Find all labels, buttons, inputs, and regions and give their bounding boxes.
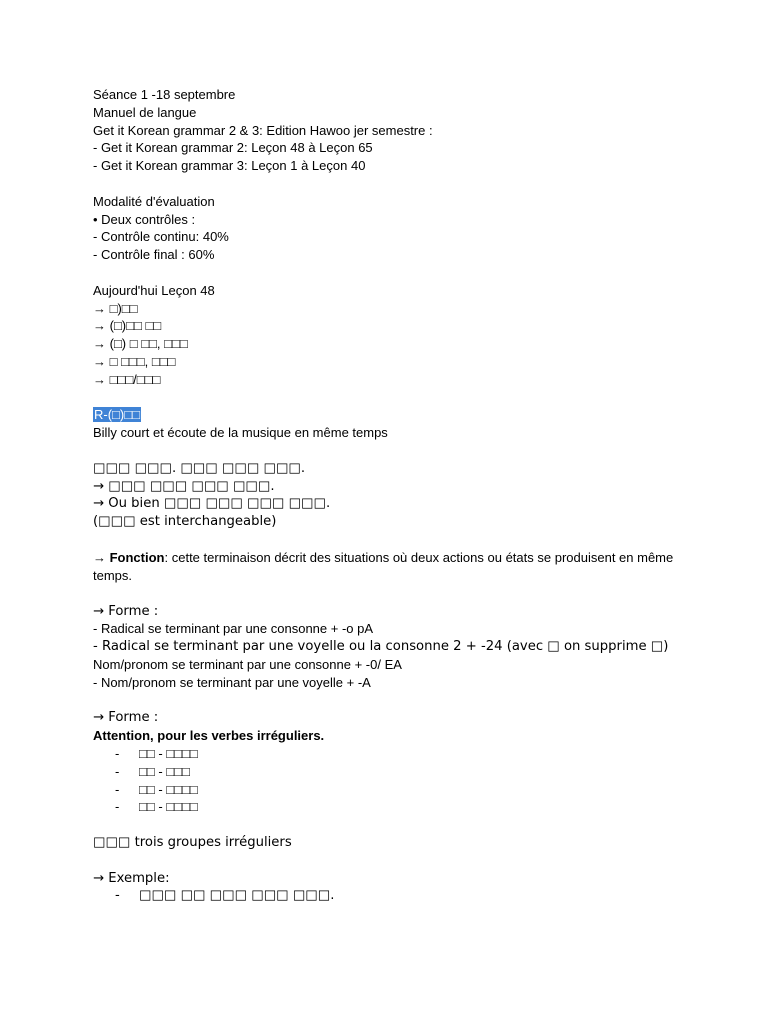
spacer <box>93 389 693 407</box>
spacer <box>93 264 693 282</box>
today-arrow-item: → □)□□ <box>93 300 138 316</box>
example-item <box>93 887 693 905</box>
function-text: : cette terminaison décrit des situations où deux actions ou états se produisent en même temps. <box>93 549 674 583</box>
today-arrow-item: → (□)□□ □□ <box>93 318 162 334</box>
evaluation-item: - Contrôle final : 60% <box>93 247 215 263</box>
irregular-item <box>93 745 693 763</box>
irregular-item-text: □□ - □□□ <box>139 763 190 779</box>
irregular-item-text: □□ - □□□□ <box>139 781 198 797</box>
irregular-item <box>93 798 693 816</box>
example-item-text: □□□ □□ □□□ □□□ □□□. <box>139 888 335 904</box>
form-rule: - Radical se terminant par une voyelle ou la consonne 2 + -24 (avec □ on supprime □) <box>93 639 669 655</box>
irregular-item-text: □□ - □□□□ <box>139 799 198 815</box>
lesson-title-row <box>93 406 693 424</box>
example-line: → Ou bien □□□ □□□ □□□ □□□. <box>93 496 331 512</box>
form-rule: - Nom/pronom se terminant par une voyelle + -A <box>93 674 371 690</box>
form-rule: - Radical se terminant par une consonne + -o pA <box>93 621 374 637</box>
example-line: (□□□ est interchangeable) <box>93 514 277 530</box>
example-heading: → Exemple: <box>93 870 170 886</box>
today-arrow-item: → □□□/□□□ <box>93 371 161 387</box>
book-line: Get it Korean grammar 2 & 3: Edition Hawoo jer semestre : <box>93 122 433 138</box>
irregular-groups-line: □□□ trois groupes irréguliers <box>93 834 292 850</box>
irregular-warning: Attention, pour les verbes irréguliers. <box>93 728 325 744</box>
evaluation-bullet: • Deux contrôles : <box>93 211 196 227</box>
today-arrow-item: → (□) □ □□, □□□ <box>93 336 188 352</box>
example-line: □□□ □□□. □□□ □□□ □□□. <box>93 460 306 476</box>
spacer <box>93 692 693 710</box>
function-paragraph <box>93 549 693 585</box>
evaluation-item: - Contrôle continu: 40% <box>93 229 229 245</box>
irregular-item <box>93 781 693 799</box>
dash-bullet: - <box>115 745 120 761</box>
irregular-item <box>93 763 693 781</box>
form-heading: → Forme : <box>93 710 159 726</box>
today-arrow-item: → □ □□□, □□□ <box>93 353 176 369</box>
spacer <box>93 816 693 834</box>
form-rule: Nom/pronom se terminant par une consonne + -0/ EA <box>93 657 402 672</box>
function-label: → Fonction <box>93 549 165 565</box>
book-item: - Get it Korean grammar 2: Leçon 48 à Leçon 65 <box>93 140 373 156</box>
dash-bullet: - <box>115 763 120 779</box>
spacer <box>93 442 693 460</box>
spacer <box>93 175 693 193</box>
dash-bullet: - <box>115 799 120 815</box>
irregular-item-text: □□ - □□□□ <box>139 745 198 761</box>
dash-bullet: - <box>115 781 120 797</box>
manual-heading: Manuel de langue <box>93 104 197 120</box>
example-line: → □□□ □□□ □□□ □□□. <box>93 478 275 494</box>
session-title: Séance 1 -18 septembre <box>93 87 236 102</box>
form-heading: → Forme : <box>93 603 159 619</box>
today-heading: Aujourd'hui Leçon 48 <box>93 282 215 298</box>
evaluation-heading: Modalité d'évaluation <box>93 193 215 209</box>
dash-bullet: - <box>115 888 120 904</box>
document-page <box>93 86 693 905</box>
spacer <box>93 852 693 870</box>
spacer <box>93 531 693 549</box>
spacer <box>93 585 693 603</box>
book-item: - Get it Korean grammar 3: Leçon 1 à Leçon 40 <box>93 158 366 174</box>
highlighted-lesson-title[interactable]: R-(□)□□ <box>94 407 140 423</box>
lesson-description: Billy court et écoute de la musique en même temps <box>93 425 388 441</box>
